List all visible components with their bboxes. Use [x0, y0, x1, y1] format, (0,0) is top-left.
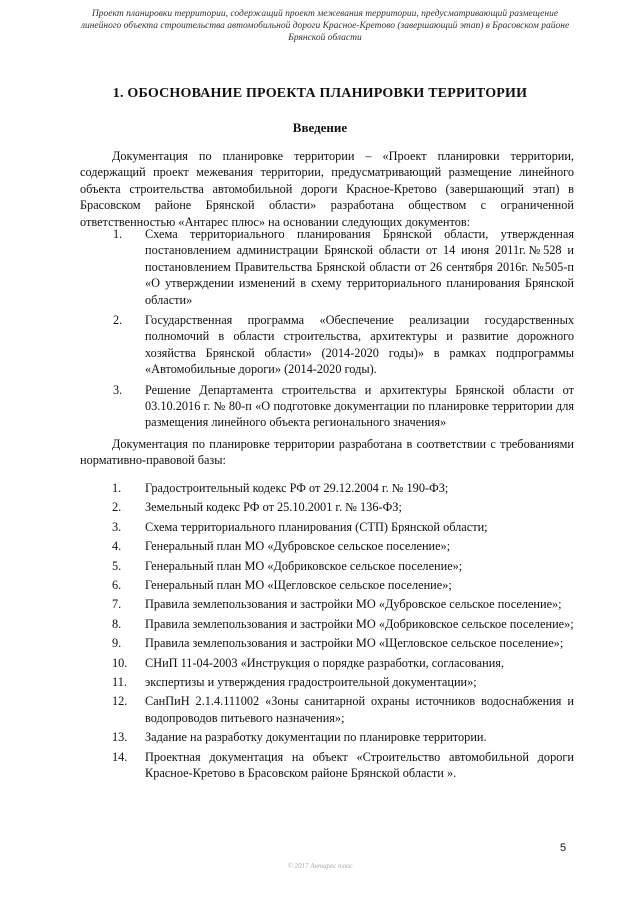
list-item-number: 7. [112, 597, 122, 612]
list-item-text: Градостроительный кодекс РФ от 29.12.2004 г. № 190-ФЗ; [145, 481, 449, 495]
list-item-number: 4. [112, 539, 122, 554]
list-item [112, 749, 574, 782]
list-item [113, 226, 574, 308]
list-item-number: 13. [112, 730, 128, 745]
list-item-text: экспертизы и утверждения градостроительной документации»; [145, 675, 477, 690]
list-item [112, 519, 574, 535]
list-item-text: Задание на разработку документации по планировке территории. [145, 730, 487, 745]
list-item [112, 635, 574, 651]
list-item [112, 655, 574, 671]
list-item-text: СанПиН 2.1.4.111002 «Зоны санитарной охраны источников водоснабжения и водопроводов питьевого назначения»; [145, 694, 574, 725]
list-item-number: 5. [112, 558, 122, 573]
list-item [112, 558, 574, 574]
list-item-number: 2. [112, 500, 122, 515]
list-item-number: 12. [112, 694, 128, 709]
list-item-number: 10. [112, 655, 128, 670]
list-item-text: Правила землепользования и застройки МО «Добриковское сельское поселение»; [145, 616, 574, 631]
list-item-number: 8. [112, 616, 122, 631]
list-item-text: Схема территориального планирования (СТП) Брянской области; [145, 519, 488, 534]
list-item-text: Государственная программа «Обеспечение реализации государственных полномочий в области строительства, архитектуры и развитие дорожного хозяйства Брянской области» (2014-2020 годы)» в рамках подпрограммы «Автомобильные дороги» (2014-2020 годы). [145, 313, 574, 377]
list-item [113, 382, 574, 431]
list-item-text: Правила землепользования и застройки МО «Щегловское сельское поселение»; [145, 636, 564, 651]
list-item-text: Генеральный план МО «Дубровское сельское поселение»; [145, 539, 451, 554]
list-item-text: Схема территориального планирования Брянской области, утвержденная постановлением администрации Брянской области от 14 июня 2011г.№528 и постановлением Правительства Брянской области от 26 сентября 2016г. №505-п «О утверждении изменений в схему территориального планирования Брянской области» [145, 227, 574, 307]
list-item [112, 729, 574, 745]
subtitle: Введение [292, 120, 348, 135]
list-item-text: Правила землепользования и застройки МО «Дубровское сельское поселение»; [145, 597, 562, 612]
list-item-number: 6. [112, 578, 122, 593]
intro-paragraph: Документация по планировке территории – «Проект планировки территории, содержащий проект межевания территории, предусматривающий размещение линейного объекта строительства автомобильной дороги Красное-Кретово (завершающий этап) в Брасовском районе Брянской области» разработана обществом с ограниченной ответственностью «Антарес плюс» на основании следующих документов: [80, 149, 574, 229]
list-item-number: 1. [112, 481, 122, 495]
list-item-text: Генеральный план МО «Щегловское сельское поселение»; [145, 578, 452, 593]
list-item [112, 674, 574, 690]
footer-stamp: © 2017 Антарес плюс [287, 862, 353, 870]
section-title: 1. ОБОСНОВАНИЕ ПРОЕКТА ПЛАНИРОВКИ ТЕРРИТОРИИ [112, 86, 528, 101]
list-item-number: 14. [112, 749, 128, 764]
list-item [113, 312, 574, 378]
list-item [112, 499, 574, 515]
list-item-number: 9. [112, 636, 122, 651]
list-item-text: Проектная документация на объект «Строительство автомобильной дороги Красное-Кретово в Брасовском районе Брянской области ». [145, 749, 574, 781]
list-item-text: Решение Департамента строительства и архитектуры Брянской области от 03.10.2016 г. № 80-п «О подготовке документации по планировке территории для размещения линейного объекта регионального значения» [145, 382, 574, 430]
list-item [112, 538, 574, 554]
page-number: 5 [560, 842, 567, 854]
documents-list [113, 226, 574, 435]
list-item-number: 3. [113, 382, 123, 397]
list-item [112, 577, 574, 593]
list-item [112, 616, 574, 632]
list-item [112, 596, 574, 612]
list-item-number: 1. [113, 227, 123, 241]
list-item [112, 480, 574, 496]
list-item-number: 11. [112, 675, 127, 690]
running-header: Проект планировки территории, содержащий проект межевания территории, предусматривающий размещение линейного объекта строительства автомобильной дороги Красное-Кретово (завершающий этап) в Брасовском районе Брянской области [80, 9, 570, 43]
list-item-number: 3. [112, 519, 122, 534]
requirements-list [112, 480, 574, 785]
list-item [112, 693, 574, 726]
list-item-text: СНиП 11-04-2003 «Инструкция о порядке разработки, согласования, [145, 655, 505, 670]
list-item-number: 2. [113, 313, 123, 328]
list-item-text: Генеральный план МО «Добриковское сельское поселение»; [145, 558, 463, 573]
requirements-paragraph: Документация по планировке территории разработана в соответствии с требованиями нормативно-правовой базы: [80, 437, 574, 468]
list-item-text: Земельный кодекс РФ от 25.10.2001 г. № 136-ФЗ; [145, 500, 402, 515]
